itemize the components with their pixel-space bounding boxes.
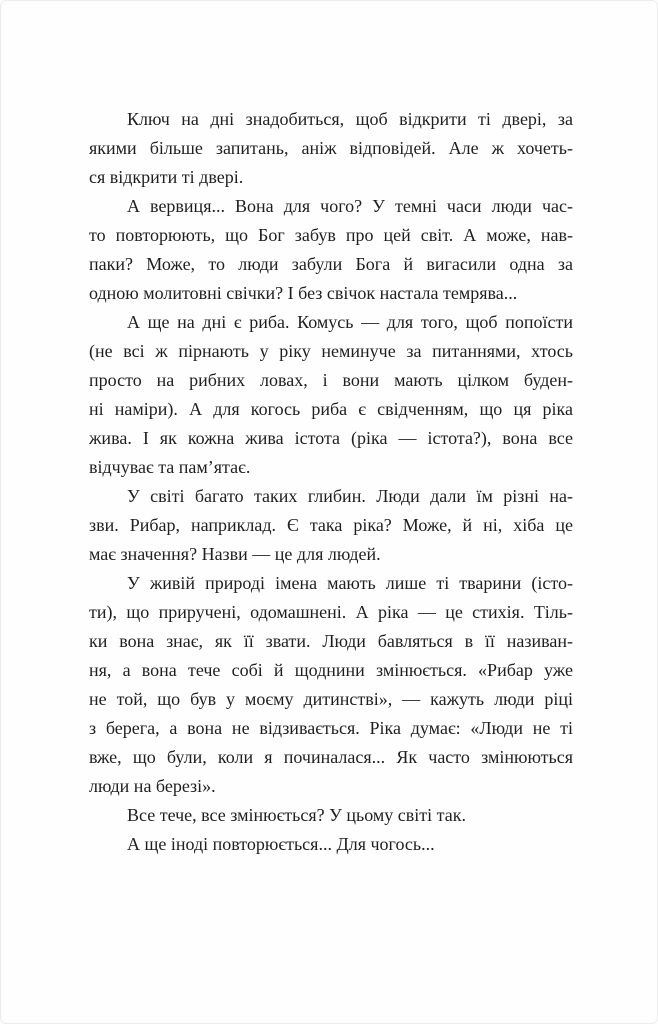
text-line: ся відкрити ті двері. <box>89 167 244 187</box>
text-line: якими більше запитань, аніж відповідей. Але ж хочеть- <box>89 138 573 158</box>
text-line: з берега, а вона не відзивається. Ріка думає: «Люди не ті <box>89 718 573 738</box>
paragraph <box>89 801 573 830</box>
text-line: одною молитовні свічки? І без свічок настала темрява... <box>89 283 518 303</box>
text-line: ки вона знає, як її звати. Люди бавляться в її називан- <box>89 631 573 651</box>
paragraph <box>89 192 573 308</box>
text-line: У світі багато таких глибин. Люди дали їм різні на- <box>127 486 573 506</box>
text-line: вже, що були, коли я починалася... Як часто змінюються <box>89 747 573 767</box>
text-line: А ще іноді повторюється... Для чогось... <box>127 834 435 854</box>
text-line: ні наміри). А для когось риба є свідченням, що ця ріка <box>89 399 573 419</box>
text-line: А ще на дні є риба. Комусь — для того, щоб попоїсти <box>127 312 573 332</box>
text-line: відчуває та пам’ятає. <box>89 457 251 477</box>
text-line: (не всі ж пірнають у ріку неминуче за питаннями, хтось <box>89 341 573 361</box>
paragraph <box>89 830 573 859</box>
text-block <box>89 105 573 859</box>
text-line: У живій природі імена мають лише ті тварини (істо- <box>127 573 573 593</box>
paragraph <box>89 482 573 569</box>
text-line: ня, а вона тече собі й щоднини змінюється. «Рибар уже <box>89 660 573 680</box>
text-line: зви. Рибар, наприклад. Є така ріка? Може, й ні, хіба це <box>89 515 573 535</box>
text-line: Все тече, все змінюється? У цьому світі так. <box>127 805 466 825</box>
text-line: А вервиця... Вона для чого? У темні часи люди час- <box>127 196 573 216</box>
text-line: ти), що приручені, одомашнені. А ріка — це стихія. Тіль- <box>89 602 573 622</box>
text-line: то повторюють, що Бог забув про цей світ. А може, нав- <box>89 225 573 245</box>
text-line: не той, що був у моєму дитинстві», — кажуть люди ріці <box>89 689 573 709</box>
text-line: люди на березі». <box>89 776 216 796</box>
paragraph <box>89 308 573 482</box>
text-line: жива. І як кожна жива істота (ріка — істота?), вона все <box>89 428 573 448</box>
paragraph <box>89 105 573 192</box>
text-line: Ключ на дні знадобиться, щоб відкрити ті двері, за <box>127 109 573 129</box>
text-line: просто на рибних ловах, і вони мають цілком буден- <box>89 370 573 390</box>
paragraph <box>89 569 573 801</box>
text-line: паки? Може, то люди забули Бога й вигасили одна за <box>89 254 573 274</box>
text-line: має значення? Назви — це для людей. <box>89 544 381 564</box>
